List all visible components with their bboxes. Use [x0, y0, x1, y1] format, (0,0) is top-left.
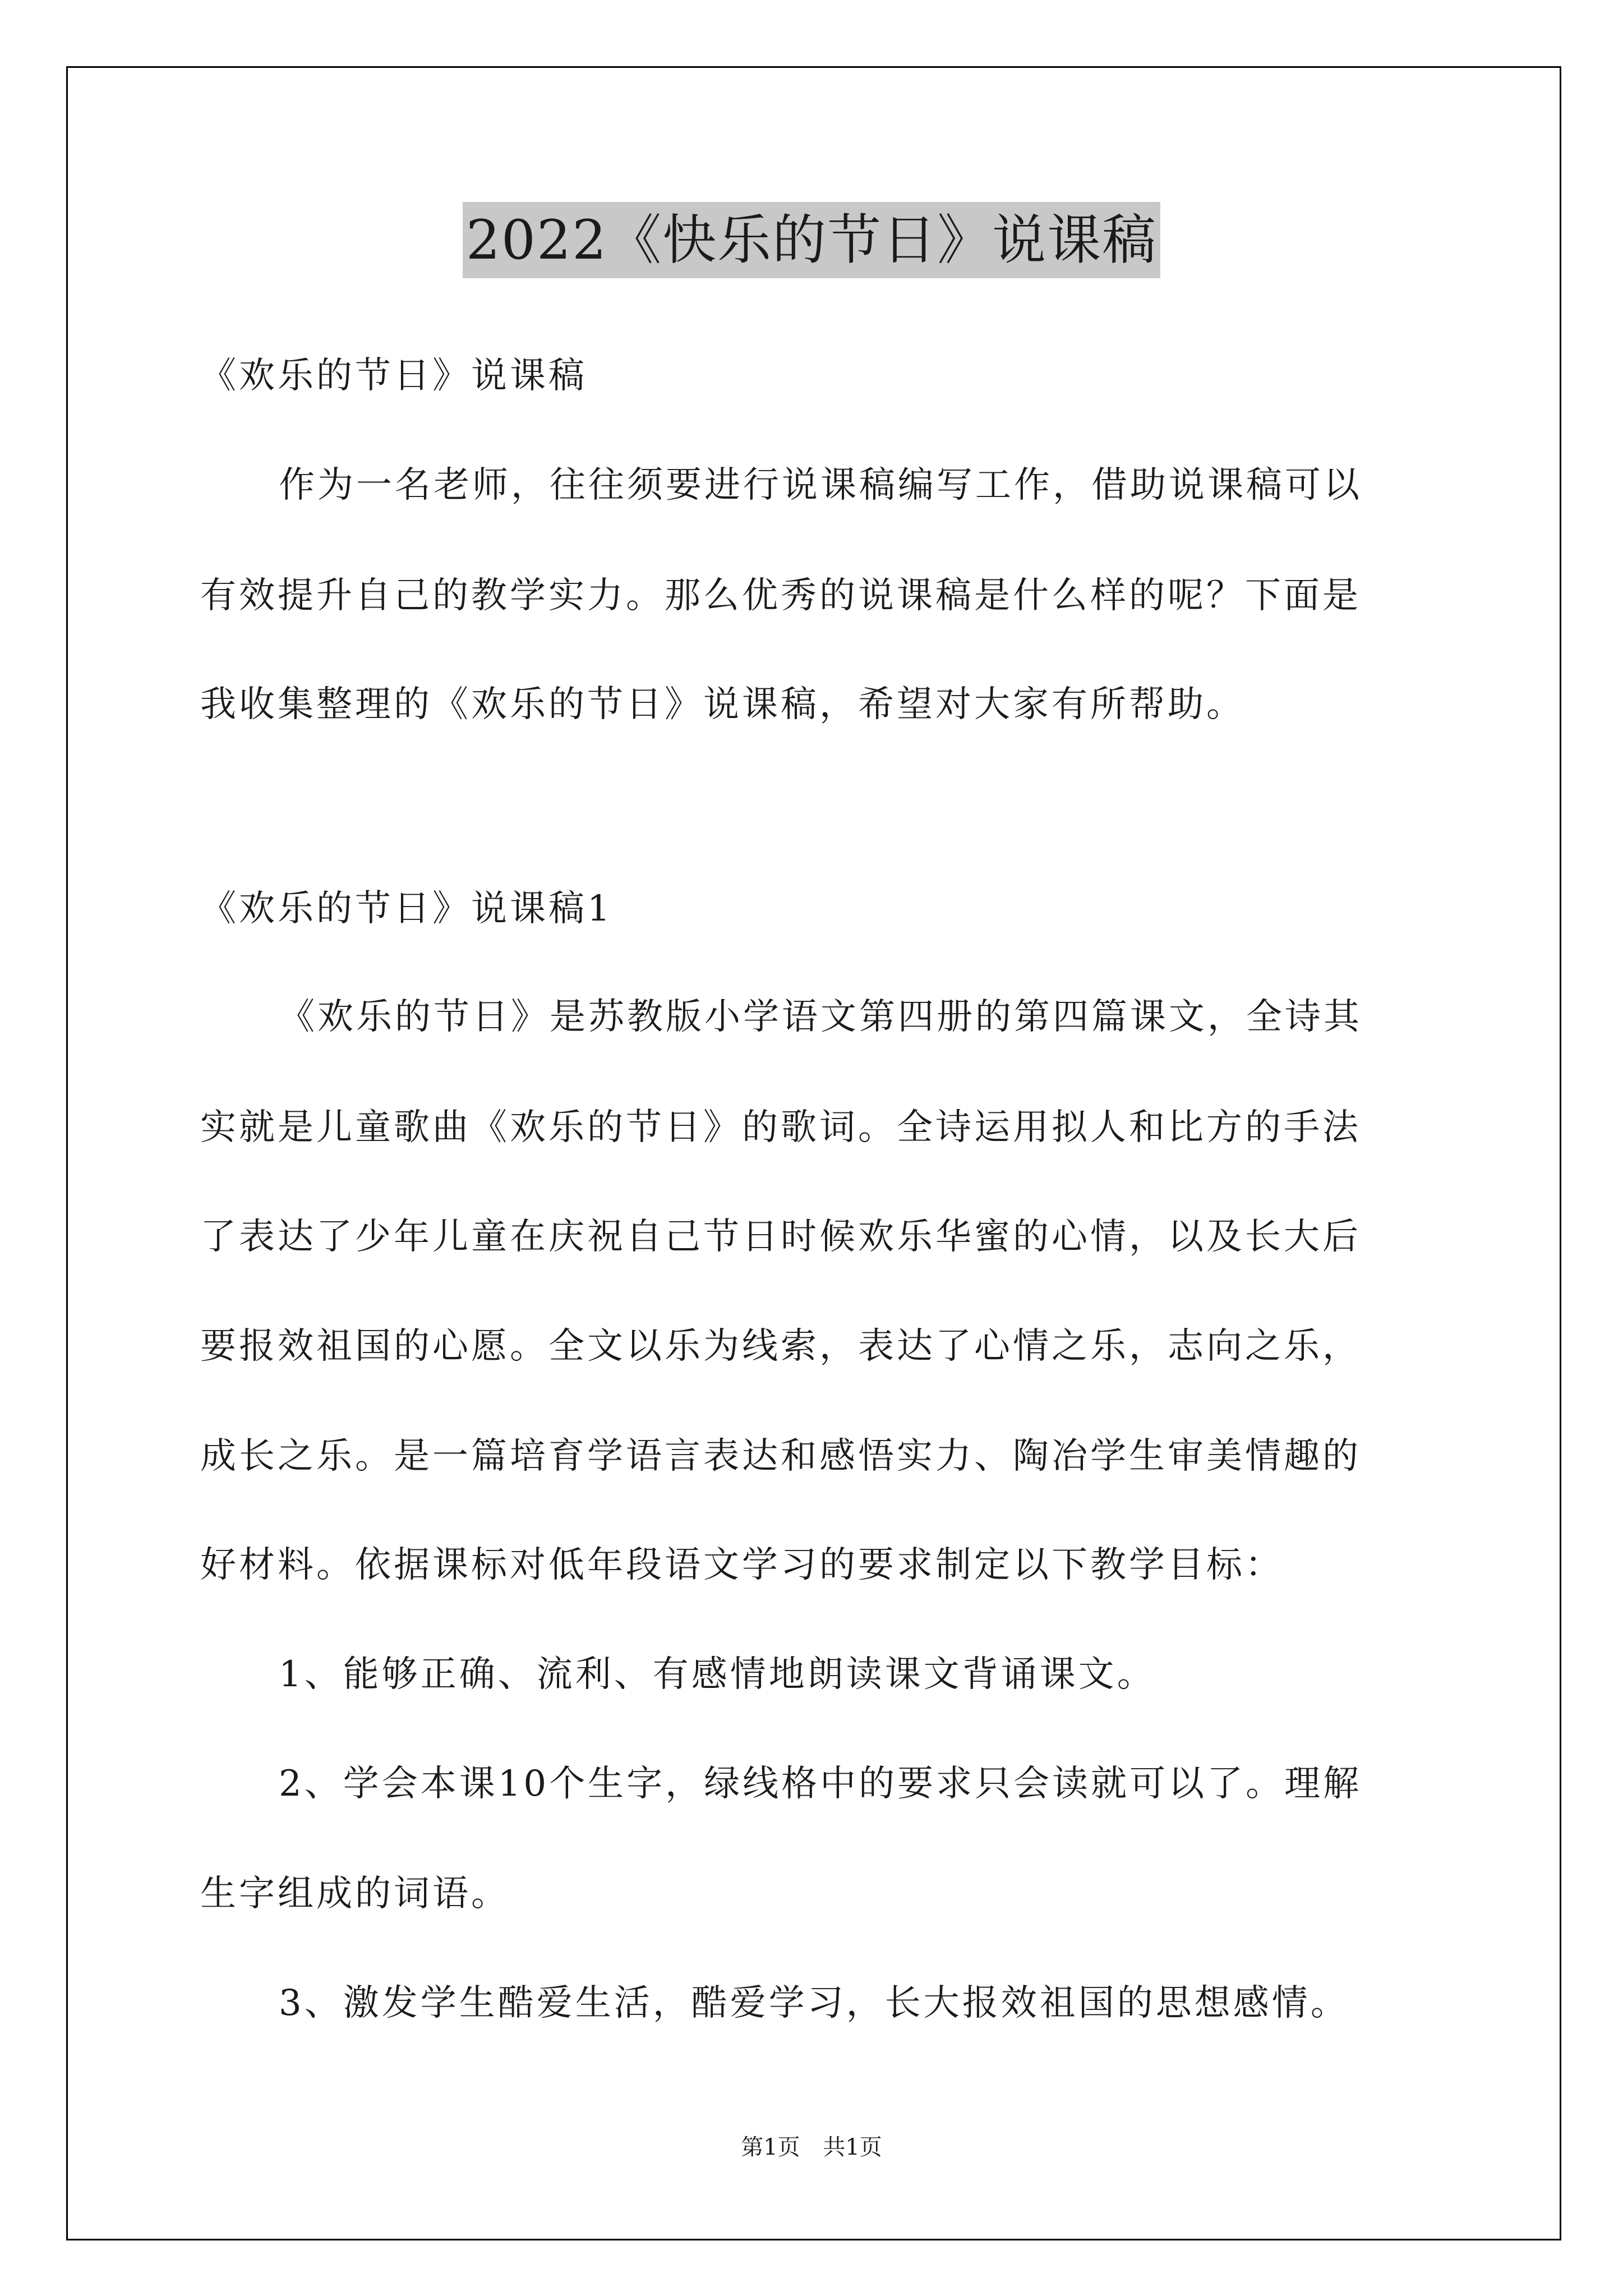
- paragraph-line: 实就是儿童歌曲《欢乐的节日》的歌词。全诗运用拟人和比方的手法: [200, 1107, 1361, 1148]
- page-footer: [0, 2132, 1623, 2163]
- paragraph-line: 《欢乐的节日》是苏教版小学语文第四册的第四篇课文，全诗其: [279, 996, 1362, 1038]
- page-total: 共1页: [823, 2134, 882, 2160]
- paragraph-line: 我收集整理的《欢乐的节日》说课稿，希望对大家有所帮助。: [200, 684, 1245, 725]
- paragraph-line: 要报效祖国的心愿。全文以乐为线索，表达了心情之乐，志向之乐，: [200, 1326, 1361, 1367]
- title-container: [0, 202, 1623, 278]
- paragraph-line: 了表达了少年儿童在庆祝自己节日时候欢乐华蜜的心情，以及长大后: [200, 1216, 1361, 1258]
- page-number: 第1页: [741, 2134, 800, 2160]
- list-item: 2、学会本课10个生字，绿线格中的要求只会读就可以了。理解: [279, 1763, 1362, 1805]
- paragraph-line: 作为一名老师，往往须要进行说课稿编写工作，借助说课稿可以: [279, 464, 1362, 506]
- document-title: 2022《快乐的节日》说课稿: [463, 202, 1160, 278]
- paragraph-line: 好材料。依据课标对低年段语文学习的要求制定以下教学目标：: [200, 1544, 1284, 1586]
- paragraph-line: 成长之乐。是一篇培育学语言表达和感悟实力、陶冶学生审美情趣的: [200, 1435, 1361, 1477]
- section-heading: 《欢乐的节日》说课稿: [200, 355, 587, 397]
- paragraph-line: 有效提升自己的教学实力。那么优秀的说课稿是什么样的呢？下面是: [200, 575, 1361, 616]
- section-heading: 《欢乐的节日》说课稿1: [200, 888, 613, 930]
- list-item-continuation: 生字组成的词语。: [200, 1873, 510, 1915]
- list-item: 1、能够正确、流利、有感情地朗读课文背诵课文。: [279, 1654, 1156, 1695]
- list-item: 3、激发学生酷爱生活，酷爱学习，长大报效祖国的思想感情。: [279, 1982, 1349, 2024]
